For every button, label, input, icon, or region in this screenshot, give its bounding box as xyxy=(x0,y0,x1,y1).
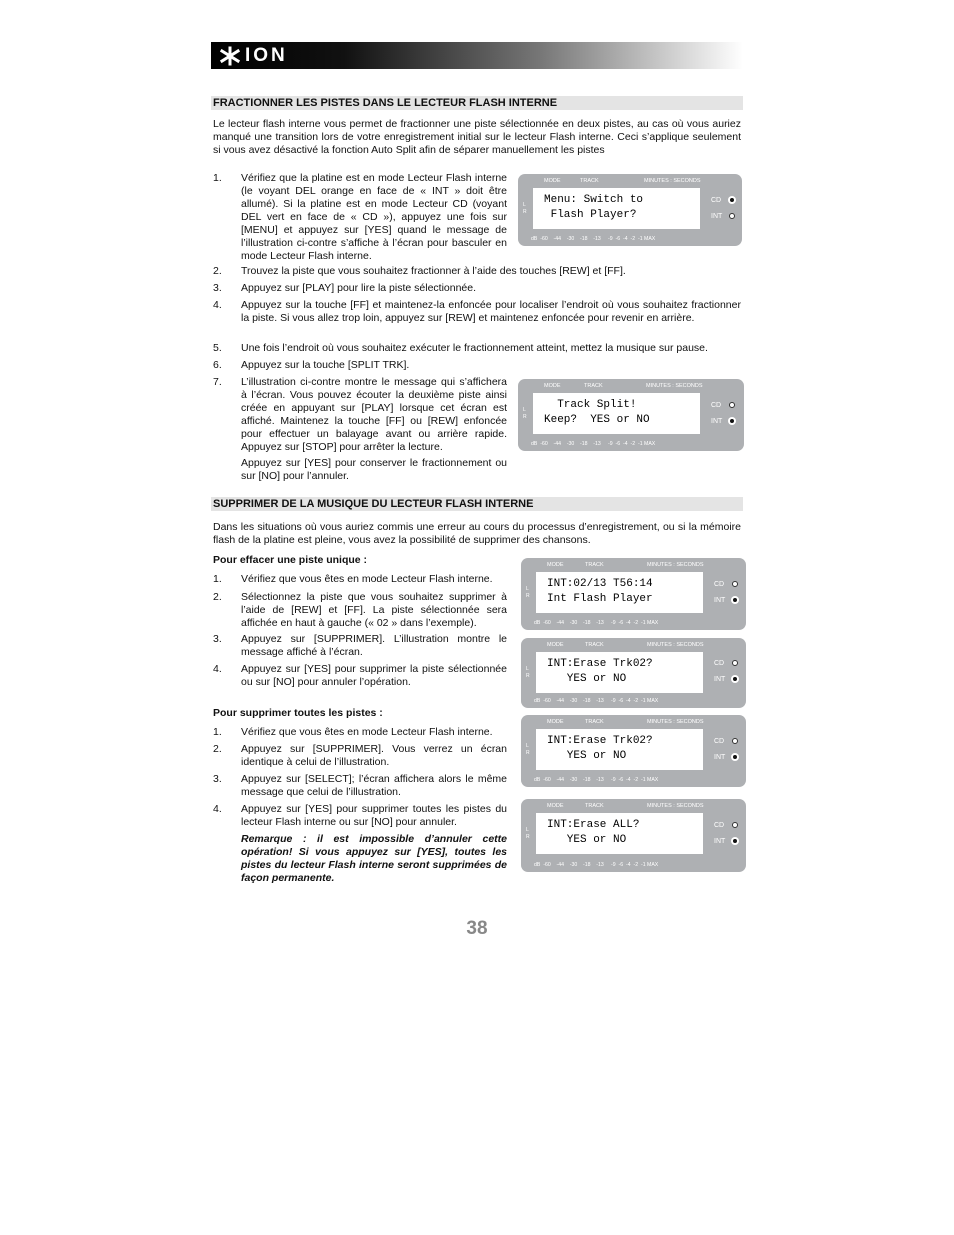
lcd-channel-labels: L R xyxy=(526,827,530,840)
lcd-cd-indicator: CD xyxy=(711,402,722,409)
lcd-cd-indicator: CD xyxy=(711,197,722,204)
lcd-level-meter: dB -60 -44 -30 -18 -13 -9 -6 -4 -2 -1 MAX xyxy=(531,441,656,447)
int-led-icon xyxy=(732,838,738,844)
lcd-display xyxy=(521,715,746,787)
lcd-track-label: TRACK xyxy=(585,719,604,725)
lcd-mode-label: MODE xyxy=(547,562,564,568)
lcd-channel-labels: L R xyxy=(526,743,530,756)
int-led-icon xyxy=(732,676,738,682)
lcd-line-2: YES or NO xyxy=(547,673,627,685)
step-number: 7. xyxy=(213,376,222,388)
lcd-cd-indicator: CD xyxy=(714,822,725,829)
section-title-split: FRACTIONNER LES PISTES DANS LE LECTEUR FLASH INTERNE xyxy=(211,96,743,110)
step-number: 1. xyxy=(213,726,222,738)
section-intro-split: Le lecteur flash interne vous permet de fractionner une piste sélectionnée en deux pistes, au cas où vous auriez manqué une transition lors de votre enregistrement initial sur le lecteur Flash interne. Ceci s’applique seulement si vous avez désactivé la fonction Auto Split afin de séparer manuellement les pistes xyxy=(213,118,741,156)
step-text: Vérifiez que vous êtes en mode Lecteur Flash interne. xyxy=(241,573,493,585)
lcd-screen xyxy=(536,729,703,770)
step-text: Appuyez sur la touche [FF] et maintenez-la enfoncée pour localiser l’endroit où vous souhaitez fractionner la piste. Si vous allez trop loin, appuyez sur [REW] et maintenez enfoncée pour revenir en arrière. xyxy=(241,299,741,324)
lcd-mode-label: MODE xyxy=(544,383,561,389)
cd-led-icon xyxy=(732,822,738,828)
lcd-line-2: Keep? YES or NO xyxy=(544,414,650,426)
step-number: 3. xyxy=(213,282,222,294)
lcd-mode-label: MODE xyxy=(547,803,564,809)
lcd-channel-labels: L R xyxy=(526,586,530,599)
step-text: Trouvez la piste que vous souhaitez fractionner à l’aide des touches [REW] et [FF]. xyxy=(241,265,626,277)
step-number: 5. xyxy=(213,342,222,354)
lcd-channel-labels: L R xyxy=(526,666,530,679)
int-led-icon xyxy=(729,213,735,219)
lcd-line-2: Int Flash Player xyxy=(547,593,653,605)
step-text: Appuyez sur [YES] pour supprimer la piste sélectionnée ou sur [NO] pour annuler l’opération. xyxy=(241,663,507,688)
lcd-int-indicator: INT xyxy=(711,213,723,220)
lcd-mode-label: MODE xyxy=(547,719,564,725)
lcd-level-meter: dB -60 -44 -30 -18 -13 -9 -6 -4 -2 -1 MAX xyxy=(534,862,659,868)
warning-note: Remarque : il est impossible d’annuler cette opération! Si vous appuyez sur [YES], toutes les pistes du lecteur Flash interne seront supprimées de façon permanente. xyxy=(241,833,507,884)
lcd-track-label: TRACK xyxy=(585,803,604,809)
subsection-title-single: Pour effacer une piste unique : xyxy=(213,554,368,566)
lcd-minutes-label: MINUTES : SECONDS xyxy=(644,178,701,184)
lcd-mode-label: MODE xyxy=(547,642,564,648)
lcd-line-1: INT:Erase Trk02? xyxy=(547,658,653,670)
lcd-cd-indicator: CD xyxy=(714,738,725,745)
lcd-display xyxy=(521,638,746,708)
step-number: 1. xyxy=(213,573,222,585)
lcd-screen xyxy=(533,393,700,434)
ion-logo xyxy=(219,44,288,67)
step-text: Appuyez sur [SELECT]; l’écran affichera alors le même message que celui de l’illustration. xyxy=(241,773,507,798)
step-text: Appuyez sur [PLAY] pour lire la piste sélectionnée. xyxy=(241,282,477,294)
lcd-int-indicator: INT xyxy=(714,676,726,683)
lcd-screen xyxy=(536,572,703,613)
lcd-channel-labels: L R xyxy=(523,407,527,420)
lcd-minutes-label: MINUTES : SECONDS xyxy=(647,642,704,648)
ion-star-icon xyxy=(219,46,241,66)
step-number: 2. xyxy=(213,743,222,755)
cd-led-icon xyxy=(732,660,738,666)
int-led-icon xyxy=(729,418,735,424)
cd-led-icon xyxy=(732,738,738,744)
lcd-int-indicator: INT xyxy=(711,418,723,425)
lcd-mode-label: MODE xyxy=(544,178,561,184)
lcd-display xyxy=(518,174,742,246)
step-extra-text: Appuyez sur [YES] pour conserver le fractionnement ou sur [NO] pour l’annuler. xyxy=(241,457,507,482)
page-number: 38 xyxy=(466,918,488,939)
cd-led-icon xyxy=(729,402,735,408)
step-text: Appuyez sur [SUPPRIMER]. Vous verrez un écran identique à celui de l’illustration. xyxy=(241,743,507,768)
lcd-line-2: Flash Player? xyxy=(544,209,637,221)
step-number: 3. xyxy=(213,633,222,645)
int-led-icon xyxy=(732,754,738,760)
step-number: 4. xyxy=(213,803,222,815)
lcd-level-meter: dB -60 -44 -30 -18 -13 -9 -6 -4 -2 -1 MAX xyxy=(534,777,659,783)
step-number: 2. xyxy=(213,265,222,277)
step-number: 6. xyxy=(213,359,222,371)
cd-led-icon xyxy=(732,581,738,587)
lcd-int-indicator: INT xyxy=(714,838,726,845)
lcd-line-2: YES or NO xyxy=(547,750,627,762)
lcd-cd-indicator: CD xyxy=(714,581,725,588)
lcd-screen xyxy=(533,188,700,229)
lcd-level-meter: dB -60 -44 -30 -18 -13 -9 -6 -4 -2 -1 MAX xyxy=(531,236,656,242)
lcd-display xyxy=(518,379,744,451)
lcd-track-label: TRACK xyxy=(585,642,604,648)
lcd-line-1: INT:02/13 T56:14 xyxy=(547,578,653,590)
lcd-minutes-label: MINUTES : SECONDS xyxy=(647,719,704,725)
step-number: 4. xyxy=(213,663,222,675)
lcd-track-label: TRACK xyxy=(584,383,603,389)
step-text: Vérifiez que vous êtes en mode Lecteur Flash interne. xyxy=(241,726,493,738)
step-text: Appuyez sur la touche [SPLIT TRK]. xyxy=(241,359,410,371)
step-text: Vérifiez que la platine est en mode Lecteur Flash interne (le voyant DEL orange en face de « INT » doit être allumé). Si la platine est en mode Lecteur CD (voyant DEL vert en face de « CD »), appuyez une fois sur [MENU] et appuyez sur [YES] quand le message de l’illustration ci-contre s’affiche à l’écran pour basculer en mode Lecteur Flash interne. xyxy=(241,172,507,262)
step-text: L’illustration ci-contre montre le message qui s’affichera à l’écran. Vous pouvez écouter la deuxième piste ainsi créée en appuyant sur [PLAY] lorsque cet écran est affiché. Maintenez la touche [FF] ou [REW] enfoncée pour effectuer un balayage avant ou arrière rapide. Appuyez sur [STOP] pour arrêter la lecture. xyxy=(241,376,507,453)
lcd-cd-indicator: CD xyxy=(714,660,725,667)
lcd-line-1: INT:Erase ALL? xyxy=(547,819,640,831)
lcd-track-label: TRACK xyxy=(580,178,599,184)
step-number: 3. xyxy=(213,773,222,785)
logo-text: ION xyxy=(245,44,288,66)
lcd-minutes-label: MINUTES : SECONDS xyxy=(647,562,704,568)
step-text: Sélectionnez la piste que vous souhaitez supprimer à l’aide de [REW] et [FF]. La piste sélectionnée sera affichée en haut à gauche (« 02 » dans l’exemple). xyxy=(241,591,507,629)
step-text: Appuyez sur [SUPPRIMER]. L’illustration montre le message affiché à l’écran. xyxy=(241,633,507,658)
lcd-track-label: TRACK xyxy=(585,562,604,568)
section-title-delete: SUPPRIMER DE LA MUSIQUE DU LECTEUR FLASH INTERNE xyxy=(211,497,743,511)
lcd-screen xyxy=(536,813,703,854)
lcd-channel-labels: L R xyxy=(523,202,527,215)
lcd-line-1: INT:Erase Trk02? xyxy=(547,735,653,747)
lcd-level-meter: dB -60 -44 -30 -18 -13 -9 -6 -4 -2 -1 MAX xyxy=(534,620,659,626)
header-bar xyxy=(211,42,743,69)
cd-led-icon xyxy=(729,197,735,203)
lcd-display xyxy=(521,799,746,872)
int-led-icon xyxy=(732,597,738,603)
step-text: Appuyez sur [YES] pour supprimer toutes les pistes du lecteur Flash interne ou sur [NO] pour annuler. xyxy=(241,803,507,828)
step-number: 4. xyxy=(213,299,222,311)
section-intro-delete: Dans les situations où vous auriez commis une erreur au cours du processus d’enregistrement, ou si la mémoire flash de la platine est pleine, vous avez la possibilité de supprimer des chansons. xyxy=(213,521,741,546)
step-text: Une fois l’endroit où vous souhaitez exécuter le fractionnement atteint, mettez la musique sur pause. xyxy=(241,342,708,354)
subsection-title-all: Pour supprimer toutes les pistes : xyxy=(213,707,383,719)
lcd-line-1: Menu: Switch to xyxy=(544,194,644,206)
step-number: 1. xyxy=(213,172,222,184)
lcd-int-indicator: INT xyxy=(714,754,726,761)
lcd-display xyxy=(521,558,746,630)
lcd-minutes-label: MINUTES : SECONDS xyxy=(647,803,704,809)
lcd-int-indicator: INT xyxy=(714,597,726,604)
lcd-minutes-label: MINUTES : SECONDS xyxy=(646,383,703,389)
lcd-line-1: Track Split! xyxy=(544,399,637,411)
lcd-screen xyxy=(536,652,703,693)
step-number: 2. xyxy=(213,591,222,603)
lcd-level-meter: dB -60 -44 -30 -18 -13 -9 -6 -4 -2 -1 MAX xyxy=(534,698,659,704)
lcd-line-2: YES or NO xyxy=(547,834,627,846)
